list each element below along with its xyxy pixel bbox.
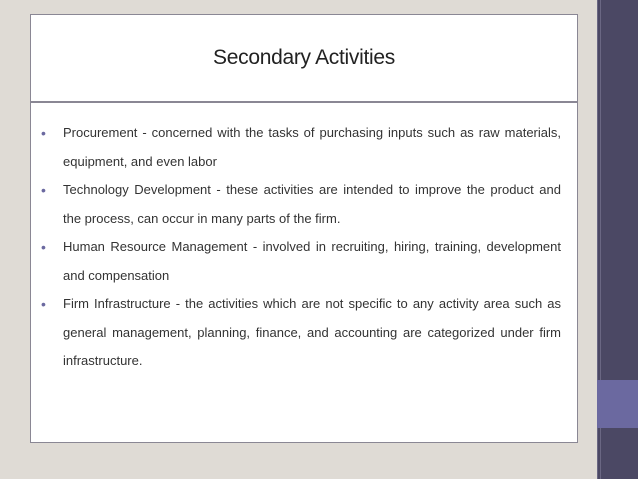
bullet-item xyxy=(41,176,561,233)
bullet-list xyxy=(41,119,561,376)
bullet-dot-icon: • xyxy=(41,182,46,198)
bullet-dot-icon: • xyxy=(41,239,46,255)
accent-block xyxy=(597,380,638,428)
bullet-text: Human Resource Management - involved in recruiting, hiring, training, development and compensation xyxy=(63,239,561,283)
bullet-text: Procurement - concerned with the tasks of purchasing inputs such as raw materials, equipment, and even labor xyxy=(63,125,561,169)
slide-card xyxy=(30,14,578,443)
bullet-text: Firm Infrastructure - the activities which are not specific to any activity area such as general management, planning, finance, and accounting are categorized under firm infrastructure. xyxy=(63,296,561,368)
bullet-text: Technology Development - these activities are intended to improve the product and the process, can occur in many parts of the firm. xyxy=(63,182,561,226)
bullet-item xyxy=(41,119,561,176)
slide-title: Secondary Activities xyxy=(213,46,395,69)
title-box xyxy=(31,15,577,103)
bullet-item xyxy=(41,233,561,290)
bullet-item xyxy=(41,290,561,376)
bullet-dot-icon: • xyxy=(41,296,46,312)
bullet-dot-icon: • xyxy=(41,125,46,141)
